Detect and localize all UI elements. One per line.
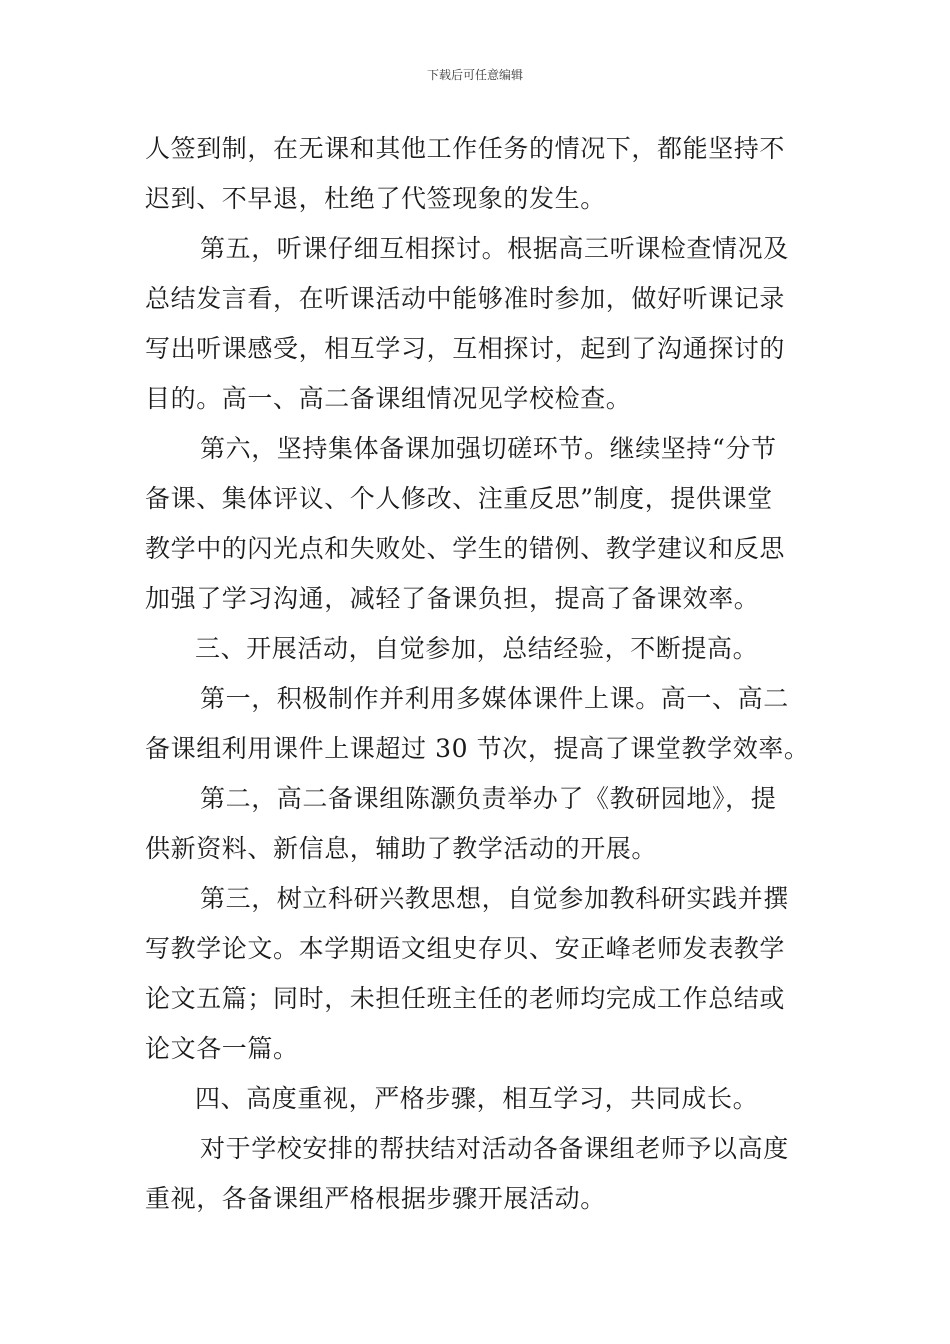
text-line: 重视，各备课组严格根据步骤开展活动。: [145, 1184, 606, 1213]
text-line: 写出听课感受，相互学习，互相探讨，起到了沟通探讨的: [145, 334, 786, 363]
text-line: 人签到制，在无课和其他工作任务的情况下，都能坚持不: [145, 134, 786, 163]
page-header-note: 下载后可任意编辑: [426, 68, 523, 82]
text-line: 第二，高二备课组陈灏负责举办了《教研园地》，提: [200, 784, 777, 813]
text-line: 供新资料、新信息，辅助了教学活动的开展。: [145, 834, 658, 863]
text-line: 备课、集体评议、个人修改、注重反思”制度，提供课堂: [145, 484, 773, 513]
text-line: 教学中的闪光点和失败处、学生的错例、教学建议和反思: [145, 534, 786, 563]
section-heading: 四、高度重视，严格步骤，相互学习，共同成长。: [195, 1084, 759, 1113]
text-line: 写教学论文。本学期语文组史存贝、安正峰老师发表教学: [145, 934, 786, 963]
text-line: 迟到、不早退，杜绝了代签现象的发生。: [145, 184, 606, 213]
text-line: 加强了学习沟通，减轻了备课负担，提高了备课效率。: [145, 584, 760, 613]
section-heading: 三、开展活动，自觉参加，总结经验，不断提高。: [195, 634, 759, 663]
document-body: [145, 124, 810, 1224]
text-line: 备课组利用课件上课超过 30 节次，提高了课堂教学效率。: [145, 734, 810, 763]
text-line: 论文各一篇。: [145, 1034, 299, 1063]
text-line: 第五，听课仔细互相探讨。根据高三听课检查情况及: [200, 234, 789, 263]
text-line: 第一，积极制作并利用多媒体课件上课。高一、高二: [200, 684, 789, 713]
text-line: 论文五篇；同时，未担任班主任的老师均完成工作总结或: [145, 984, 786, 1013]
text-line: 目的。高一、高二备课组情况见学校检查。: [145, 384, 632, 413]
text-line: 第六，坚持集体备课加强切磋环节。继续坚持“分节: [200, 434, 777, 463]
text-line: 总结发言看，在听课活动中能够准时参加，做好听课记录: [145, 284, 786, 313]
text-line: 对于学校安排的帮扶结对活动各备课组老师予以高度: [200, 1134, 789, 1163]
text-line: 第三，树立科研兴教思想，自觉参加教科研实践并撰: [200, 884, 789, 913]
